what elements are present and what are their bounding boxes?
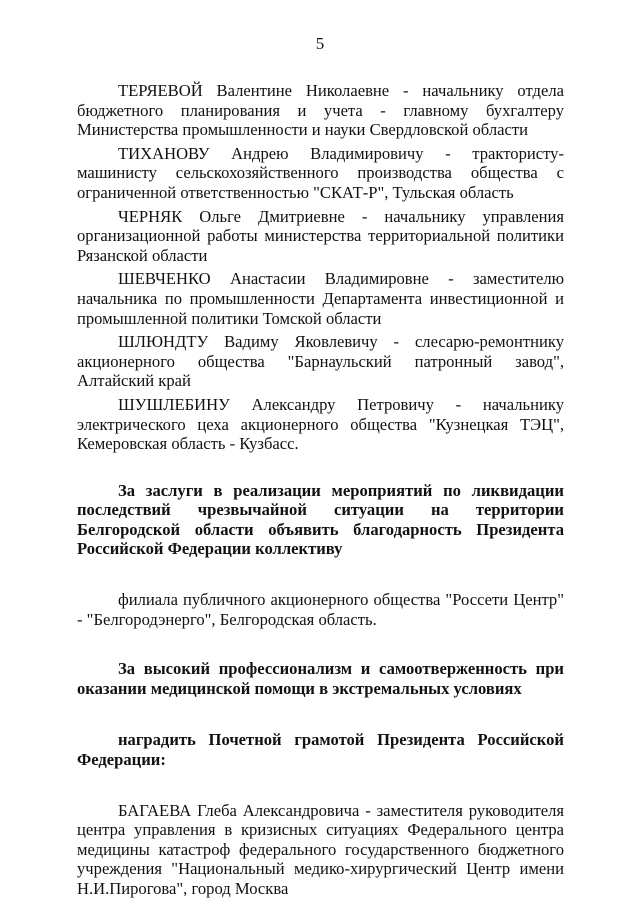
awardee-paragraph: ШЕВЧЕНКО Анастасии Владимировне - заместителю начальника по промышленности Департамента инвестиционной и промышленной политики Томской области: [77, 269, 564, 328]
awardee-paragraph: ЧЕРНЯК Ольге Дмитриевне - начальнику управления организационной работы министерства территориальной политики Рязанской области: [77, 206, 564, 265]
section-heading-award: наградить Почетной грамотой Президента Российской Федерации:: [77, 730, 564, 770]
awardee-paragraph: ШЛЮНДТУ Вадиму Яковлевичу - слесарю-ремонтнику акционерного общества "Барнаульский патронный завод", Алтайский край: [77, 332, 564, 391]
section-heading-collective: За заслуги в реализации мероприятий по ликвидации последствий чрезвычайной ситуации на территории Белгородской области объявить благодарность Президента Российской Федерации коллективу: [77, 480, 564, 559]
document-body: [77, 81, 564, 899]
collective-recipient: филиала публичного акционерного общества "Россети Центр" - "Белгородэнерго", Белгородская область.: [77, 590, 564, 629]
page-number: 5: [315, 34, 325, 53]
awardee-paragraph: ШУШЛЕБИНУ Александру Петровичу - начальнику электрического цеха акционерного общества "Кузнецкая ТЭЦ", Кемеровская область - Кузбасс.: [77, 394, 564, 454]
awardee-paragraph: ТЕРЯЕВОЙ Валентине Николаевне - начальнику отдела бюджетного планирования и учета - главному бухгалтеру Министерства промышленности и науки Свердловской области: [77, 81, 564, 140]
section-heading-professionalism: За высокий профессионализм и самоотверженность при оказании медицинской помощи в экстремальных условиях: [77, 659, 564, 698]
awardee-paragraph: ТИХАНОВУ Андрею Владимировичу - трактористу-машинисту сельскохозяйственного производства общества с ограниченной ответственностью "СКАТ-Р", Тульская область: [77, 143, 564, 202]
awardee-certificate-paragraph: БАГАЕВА Глеба Александровича - заместителя руководителя центра управления в кризисных ситуациях Федерального центра медицины катастроф федерального государственного бюджетного учреждения "Национальный медико-хирургический Центр имени Н.И.Пирогова", город Москва: [77, 800, 564, 898]
